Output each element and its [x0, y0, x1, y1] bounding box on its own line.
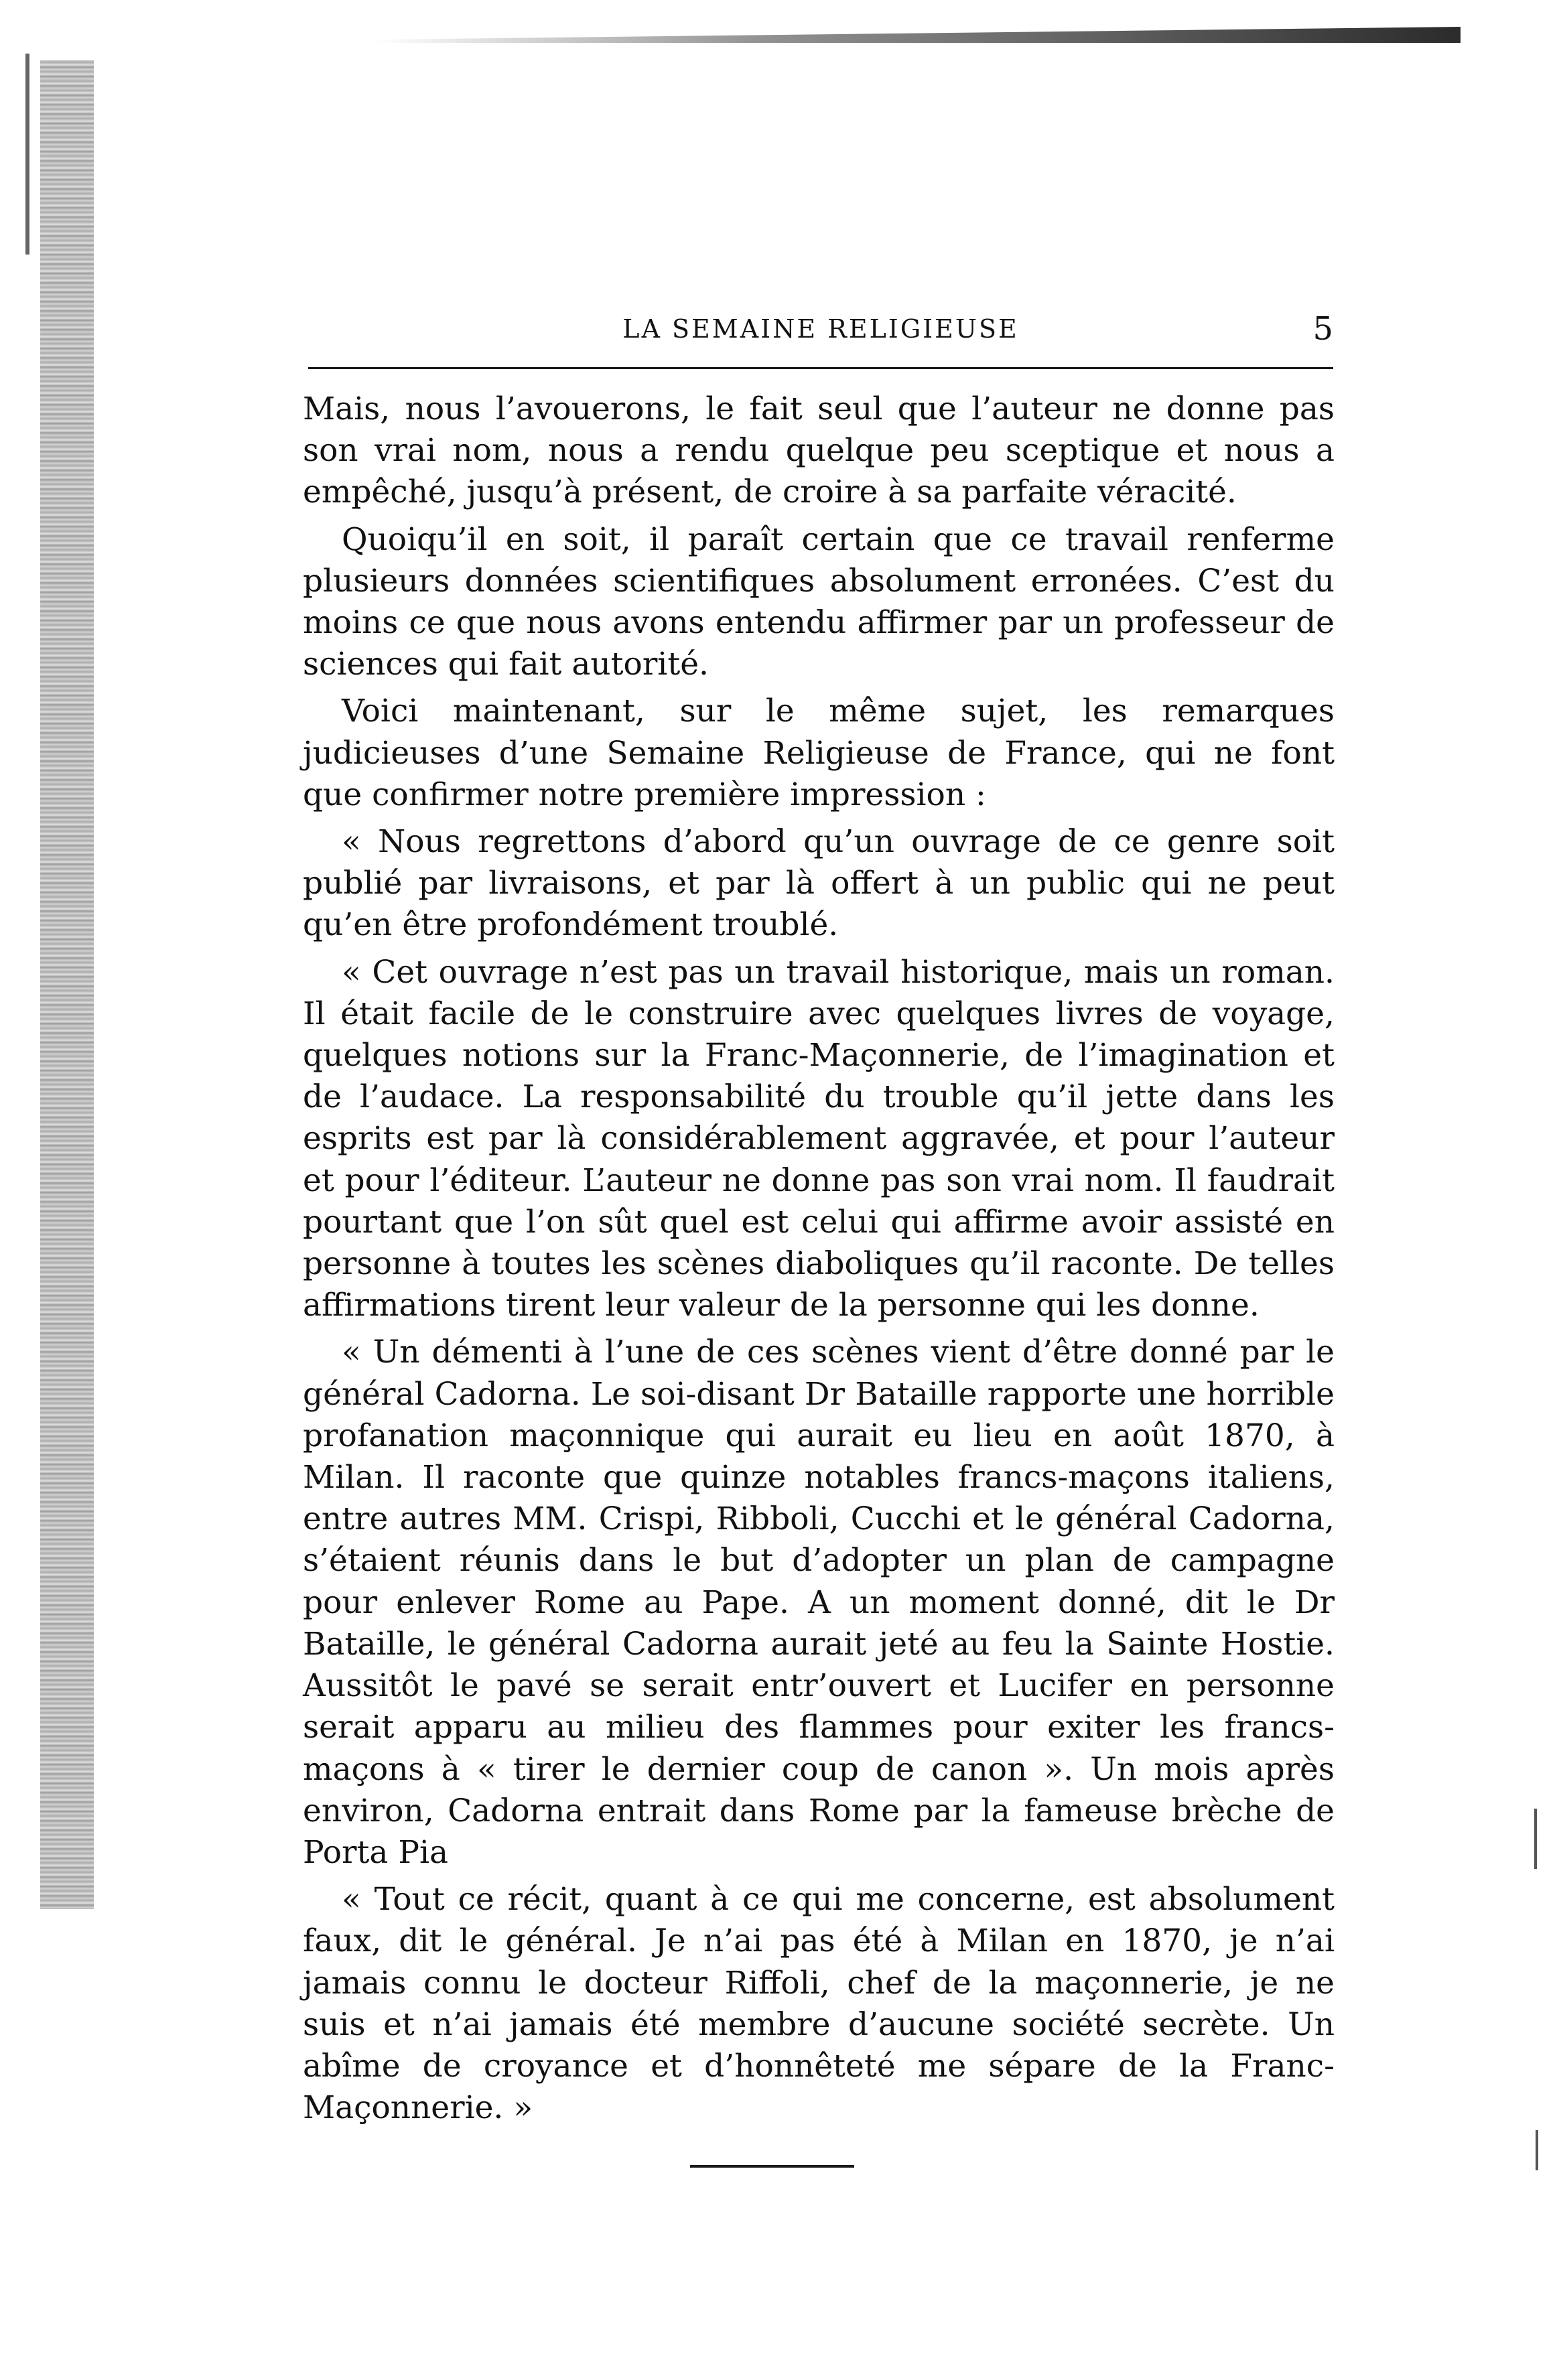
running-head: [308, 305, 1333, 352]
top-edge-rule: [375, 27, 1461, 43]
paragraph-4: « Nous regrettons d’abord qu’un ouvrage de ce genre soit publié par livraisons, et par là offert à un public qui ne peut qu’en être profondément troublé.: [303, 823, 1335, 944]
closing-rule: [690, 2165, 854, 2168]
body-text: [303, 389, 1335, 2134]
page-number: 5: [1312, 310, 1333, 348]
header-rule: [308, 367, 1333, 369]
paragraph-7: « Tout ce récit, quant à ce qui me concerne, est absolument faux, dit le général. Je n’ai pas été à Milan en 1870, je n’ai jamais connu le docteur Riffoli, chef de la maçonnerie, je ne suis et n’ai jamais été membre d’aucune société secrète. Un abîme de croyance et d’honnêteté me sépare de la Franc-Maçonnerie. »: [303, 1881, 1335, 2127]
paragraph-5: « Cet ouvrage n’est pas un travail historique, mais un roman. Il était facile de le construire avec quelques livres de voyage, quelques notions sur la Franc-Maçonnerie, de l’imagination et de l’audace. La responsabilité du trouble qu’il jette dans les esprits est par là considérablement aggravée, et pour l’auteur et pour l’éditeur. L’auteur ne donne pas son vrai nom. Il faudrait pourtant que l’on sût quel est celui qui affirme avoir assisté en personne à toutes les scènes diaboliques qu’il raconte. De telles affirmations tirent leur valeur de la personne qui les donne.: [303, 953, 1335, 1324]
paragraph-2: Quoiqu’il en soit, il paraît certain que ce travail renferme plusieurs données scientifiques absolument erronées. C’est du moins ce que nous avons entendu affirmer par un professeur de sciences qui fait autorité.: [303, 520, 1335, 683]
page-binding-edge: [40, 60, 94, 1909]
paragraph-3: Voici maintenant, sur le même sujet, les remarques judicieuses d’une Semaine Religieuse de France, qui ne font que confirmer notre première impression :: [303, 693, 1335, 813]
paragraph-6: « Un démenti à l’une de ces scènes vient d’être donné par le général Cadorna. Le soi-disant Dr Bataille rapporte une horrible profanation maçonnique qui aurait eu lieu en août 1870, à Milan. Il raconte que quinze notables francs-maçons italiens, entre autres MM. Crispi, Ribboli, Cucchi et le général Cadorna, s’étaient réunis dans le but d’adopter un plan de campagne pour enlever Rome au Pape. A un moment donné, dit le Dr Bataille, le général Cadorna aurait jeté au feu la Sainte Hostie. Aussitôt le pavé se serait entr’ouvert et Lucifer en personne serait apparu au milieu des flammes pour exiter les francs-maçons à « tirer le dernier coup de canon ». Un mois après environ, Cadorna entrait dans Rome par la fameuse brèche de Porta Pia: [303, 1334, 1335, 1871]
paragraph-1: Mais, nous l’avouerons, le fait seul que l’auteur ne donne pas son vrai nom, nous a rendu quelque peu sceptique et nous a empêché, jusqu’à présent, de croire à sa parfaite véracité.: [303, 391, 1335, 511]
running-title: LA SEMAINE RELIGIEUSE: [622, 314, 1019, 344]
margin-mark: [1536, 2130, 1538, 2170]
margin-mark: [1534, 1809, 1537, 1869]
